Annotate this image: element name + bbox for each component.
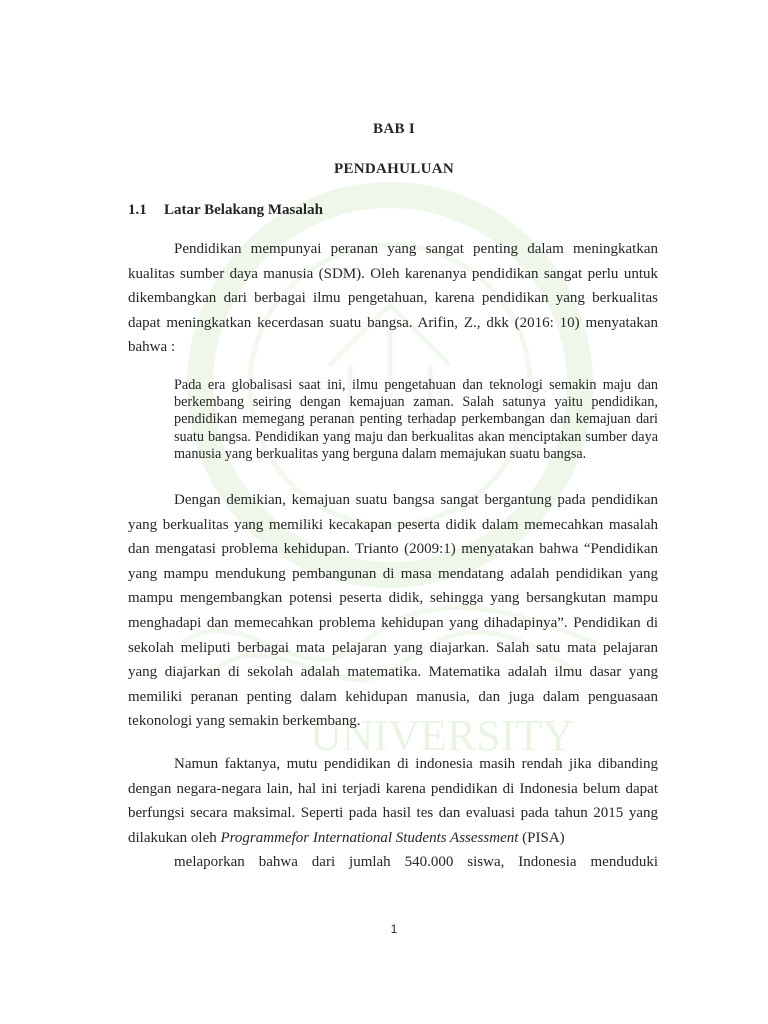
paragraph-3-text-2: (PISA) xyxy=(518,829,565,846)
section-heading xyxy=(128,202,323,219)
paragraph-3 xyxy=(128,752,658,875)
block-quote: Pada era globalisasi saat ini, ilmu pengetahuan dan teknologi semakin maju dan berkembang seiring dengan kemajuan zaman. Salah satunya yaitu pendidikan, pendidikan memegang peranan penting terhadap perkembangan dan kemajuan dari suatu bangsa. Pendidikan yang maju dan berkualitas akan menciptakan sumber daya manusia yang berkualitas yang berguna dalam memajukan suatu bangsa. xyxy=(174,377,658,462)
section-title: Latar Belakang Masalah xyxy=(164,202,323,218)
chapter-title: PENDAHULUAN xyxy=(334,161,454,177)
page-number: 1 xyxy=(390,922,398,936)
paragraph-2: Dengan demikian, kemajuan suatu bangsa sangat bergantung pada pendidikan yang berkualitas yang memiliki kecakapan peserta didik dalam memecahkan masalah dan mengatasi problema kehidupan. Trianto (2009:1) menyatakan bahwa “Pendidikan yang mampu mendukung pembangunan di masa mendatang adalah pendidikan yang mampu mengembangkan potensi peserta didik, sehingga yang bersangkutan mampu menghadapi dan memecahkan problema kehidupan yang dihadapinya”. Pendidikan di sekolah meliputi berbagai mata pelajaran yang diajarkan. Salah satu mata pelajaran yang diajarkan di sekolah adalah matematika. Matematika adalah ilmu dasar yang memiliki peranan penting dalam kehidupan manusia, dan juga dalam penguasaan tekonologi yang semakin berkembang. xyxy=(128,492,658,730)
paragraph-1: Pendidikan mempunyai peranan yang sangat penting dalam meningkatkan kualitas sumber daya manusia (SDM). Oleh karenanya pendidikan sangat perlu untuk dikembangkan dari berbagai ilmu pengetahuan, karena pendidikan yang berkualitas dapat meningkatkan kecerdasan suatu bangsa. Arifin, Z., dkk (2016: 10) menyatakan bahwa : xyxy=(128,241,658,356)
paragraph-3-italic-term: Programmefor International Students Assessment xyxy=(220,829,519,846)
paragraph-3-text-1: Namun faktanya, mutu pendidikan di indonesia masih rendah jika dibanding dengan negara-negara lain, hal ini terjadi karena pendidikan di Indonesia belum dapat berfungsi secara maksimal. Seperti pada hasil tes dan evaluasi pada tahun 2015 yang dilakukan oleh xyxy=(128,756,658,846)
chapter-heading: BAB I xyxy=(373,121,415,137)
watermark-university-text: UNIVERSITY xyxy=(310,711,574,760)
paragraph-3-last-line: melaporkan bahwa dari jumlah 540.000 siswa, Indonesia menduduki xyxy=(174,854,658,871)
section-number: 1.1 xyxy=(128,202,147,218)
